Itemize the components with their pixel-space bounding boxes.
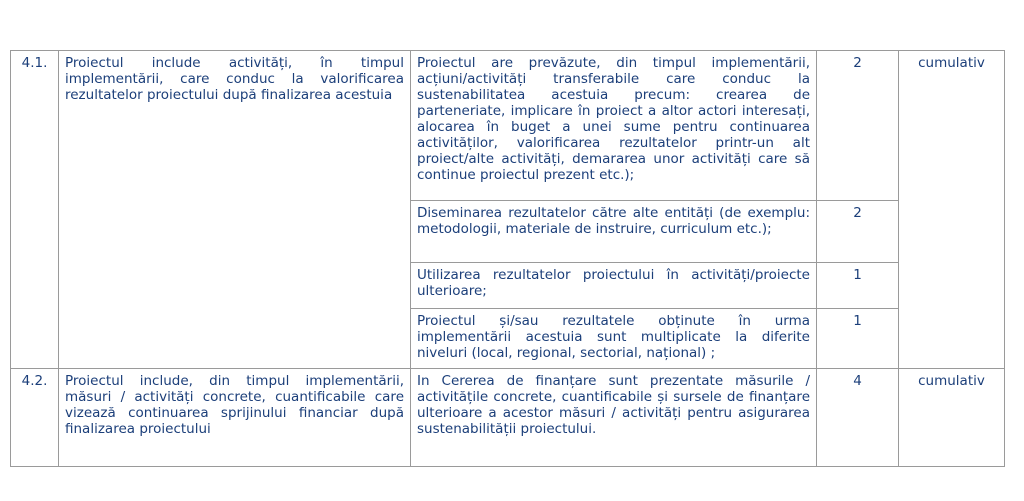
criteria-table-wrapper: [10, 50, 1005, 467]
subcriterion-description: Proiectul are prevăzute, din timpul implementării, acțiuni/activități transferabile care conduc la sustenabilitatea acestuia precum: crearea de parteneriate, implicare în proiect a altor actori interesați, alocarea în buget a unei sume pentru continuarea activităților, valorificarea rezultatelor printr-un alt proiect/alte activități, demararea unor activități care să continue proiectul prezent etc.);: [411, 51, 817, 201]
criterion-number: 4.2.: [11, 369, 59, 467]
scoring-type: cumulativ: [899, 369, 1005, 467]
criterion-text: Proiectul include activități, în timpul implementării, care conduc la valorificarea rezultatelor proiectului după finalizarea acestuia: [59, 51, 411, 369]
table-row: [11, 51, 1005, 201]
criterion-text: Proiectul include, din timpul implementării, măsuri / activități concrete, cuantificabile care vizează continuarea sprijinului financiar după finalizarea proiectului: [59, 369, 411, 467]
subcriterion-points: 4: [817, 369, 899, 467]
subcriterion-description: Utilizarea rezultatelor proiectului în activități/proiecte ulterioare;: [411, 263, 817, 309]
subcriterion-description: Diseminarea rezultatelor către alte entități (de exemplu: metodologii, materiale de instruire, curriculum etc.);: [411, 201, 817, 263]
subcriterion-points: 1: [817, 309, 899, 369]
subcriterion-points: 1: [817, 263, 899, 309]
subcriterion-description: Proiectul și/sau rezultatele obținute în urma implementării acestuia sunt multiplicate la diferite niveluri (local, regional, sectorial, național) ;: [411, 309, 817, 369]
criterion-number: 4.1.: [11, 51, 59, 369]
subcriterion-points: 2: [817, 201, 899, 263]
subcriterion-points: 2: [817, 51, 899, 201]
subcriterion-description: In Cererea de finanțare sunt prezentate măsurile / activitățile concrete, cuantificabile și sursele de finanțare ulterioare a acestor măsuri / activități pentru asigurarea sustenabilității proiectului.: [411, 369, 817, 467]
table-row: [11, 369, 1005, 467]
evaluation-criteria-table: [10, 50, 1005, 467]
scoring-type: cumulativ: [899, 51, 1005, 369]
